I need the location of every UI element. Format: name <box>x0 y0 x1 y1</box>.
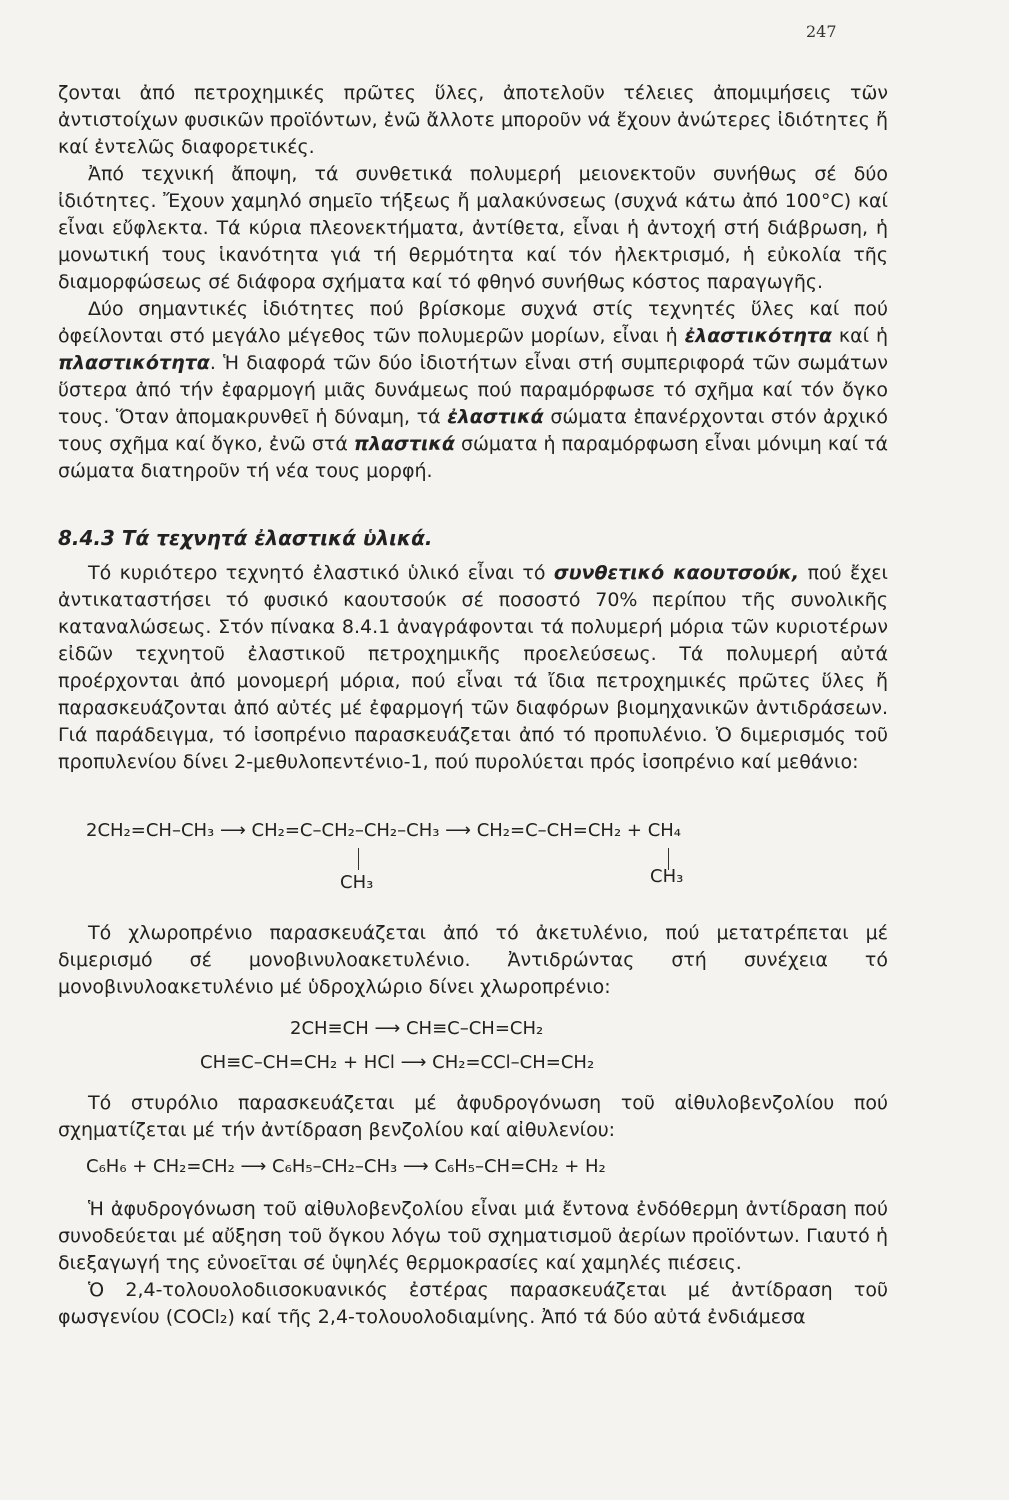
branch-line-1 <box>358 848 359 870</box>
isoprene-methyl-2: CH₃ <box>650 866 684 887</box>
page-number: 247 <box>806 22 837 41</box>
section-paragraph-3: Τό στυρόλιο παρασκευάζεται μέ ἀφυδρογόνωση τοῦ αἰθυλοβενζολίου πού σχηματίζεται μέ τήν ἀντίδραση βενζολίου καί αἰθυλενίου: <box>58 1092 888 1141</box>
section-paragraph-1: Τό κυριότερο τεχνητό ἐλαστικό ὑλικό εἶναι τό συνθετικό καουτσούκ, πού ἔχει ἀντικαταστήσει τό φυσικό καουτσούκ σέ ποσοστό 70% περίπου τῆς συνολικῆς καταναλώσεως. Στόν πίνακα 8.4.1 ἀναγράφονται τά πολυμερή μόρια τῶν κυριοτέρων εἰδῶν τεχνητοῦ ἐλαστικοῦ πετροχημικῆς προελεύσεως. Τά πολυμερή αὐτά προέρχονται ἀπό μονομερή μόρια, πού εἶναι τά ἴδια πετροχημικές πρῶτες ὕλες ἤ παρασκευάζονται ἀπό αὐτές μέ ἐφαρμογή τῶν διαφόρων βιομηχανικῶν ἀντιδράσεων. Γιά παράδειγμα, τό ἰσοπρένιο παρασκευάζεται ἀπό τό προπυλένιο. Ὁ διμερισμός τοῦ προπυλενίου δίνει 2-μεθυλοπεντένιο-1, πού πυρολύεται πρός ἰσοπρένιο καί μεθάνιο: <box>58 562 888 773</box>
intro-block <box>58 80 888 485</box>
section-heading: 8.4.3 Τά τεχνητά ἐλαστικά ὑλικά. <box>58 526 433 550</box>
isoprene-methyl-1: CH₃ <box>340 872 374 893</box>
section-paragraph-4: Ἡ ἀφυδρογόνωση τοῦ αἰθυλοβενζολίου εἶναι μιά ἔντονα ἐνδόθερμη ἀντίδραση πού συνοδεύεται μέ αὔξηση τοῦ ὄγκου λόγω τοῦ σχηματισμοῦ ἀερίων προϊόντων. Γιαυτό ἡ διεξαγωγή της εὐνοεῖται σέ ὑψηλές θερμοκρασίες καί χαμηλές πιέσεις. <box>58 1198 888 1274</box>
paragraph-1: ζονται ἀπό πετροχημικές πρῶτες ὕλες, ἀποτελοῦν τέλειες ἀπομιμήσεις τῶν ἀντιστοίχων φυσικῶν προϊόντων, ἐνῶ ἄλλοτε μποροῦν νά ἔχουν ἀνώτερες ἰδιότητες ἤ καί ἐντελῶς διαφορετικές. <box>58 82 888 158</box>
paragraph-3: Δύο σημαντικές ἰδιότητες πού βρίσκομε συχνά στίς τεχνητές ὕλες καί πού ὀφείλονται στό μεγάλο μέγεθος τῶν πολυμερῶν μορίων, εἶναι ἡ ἐλαστικότητα καί ἡ πλαστικότητα. Ἡ διαφορά τῶν δύο ἰδιοτήτων εἶναι στή συμπεριφορά τῶν σωμάτων ὕστερα ἀπό τήν ἐφαρμογή μιᾶς δυνάμεως πού παραμόρφωσε τό σχῆμα καί τόν ὄγκο τους. Ὅταν ἀπομακρυνθεῖ ἡ δύναμη, τά ἐλαστικά σώματα ἐπανέρχονται στόν ἀρχικό τους σχῆμα καί ὄγκο, ἐνῶ στά πλαστικά σώματα ἡ παραμόρφωση εἶναι μόνιμη καί τά σώματα διατηροῦν τή νέα τους μορφή. <box>58 298 888 482</box>
section-paragraph-5: Ὁ 2,4-τολουολοδιισοκυανικός ἐστέρας παρασκευάζεται μέ ἀντίδραση τοῦ φωσγενίου (COCl₂) καί τῆς 2,4-τολουολοδιαμίνης. Ἀπό τά δύο αὐτά ἐνδιάμεσα <box>58 1279 888 1328</box>
styrene-equation: C₆H₆ + CH₂=CH₂ ⟶ C₆H₅–CH₂–CH₃ ⟶ C₆H₅–CH=CH₂ + H₂ <box>86 1156 606 1177</box>
chloroprene-equation-1: 2CH≡CH ⟶ CH≡C–CH=CH₂ <box>290 1018 544 1039</box>
section-paragraph-2: Τό χλωροπρένιο παρασκευάζεται ἀπό τό ἀκετυλένιο, πού μετατρέπεται μέ διμερισμό σέ μονοβινυλοακετυλένιο. Ἀντιδρώντας στή συνέχεια τό μονοβινυλοακετυλένιο μέ ὑδροχλώριο δίνει χλωροπρένιο: <box>58 922 888 998</box>
chloroprene-equation-2: CH≡C–CH=CH₂ + HCl ⟶ CH₂=CCl–CH=CH₂ <box>200 1052 595 1073</box>
isoprene-equation: 2CH₂=CH–CH₃ ⟶ CH₂=C–CH₂–CH₂–CH₃ ⟶ CH₂=C–CH=CH₂ + CH₄ <box>86 820 682 841</box>
chloroprene-block <box>58 920 888 1001</box>
styrene-block <box>58 1090 888 1144</box>
closing-block <box>58 1196 888 1331</box>
paragraph-2: Ἀπό τεχνική ἄποψη, τά συνθετικά πολυμερή μειονεκτοῦν συνήθως σέ δύο ἰδιότητες. Ἔχουν χαμηλό σημεῖο τήξεως ἤ μαλακύνσεως (συχνά κάτω ἀπό 100°C) καί εἶναι εὔφλεκτα. Τά κύρια πλεονεκτήματα, ἀντίθετα, εἶναι ἡ ἀντοχή στή διάβρωση, ἡ μονωτική τους ἱκανότητα γιά τή θερμότητα καί τόν ἠλεκτρισμό, ἡ εὐκολία τῆς διαμορφώσεως σέ διάφορα σχήματα καί τό φθηνό συνήθως κόστος παραγωγῆς. <box>58 163 888 293</box>
section-8-4-3 <box>58 512 888 776</box>
